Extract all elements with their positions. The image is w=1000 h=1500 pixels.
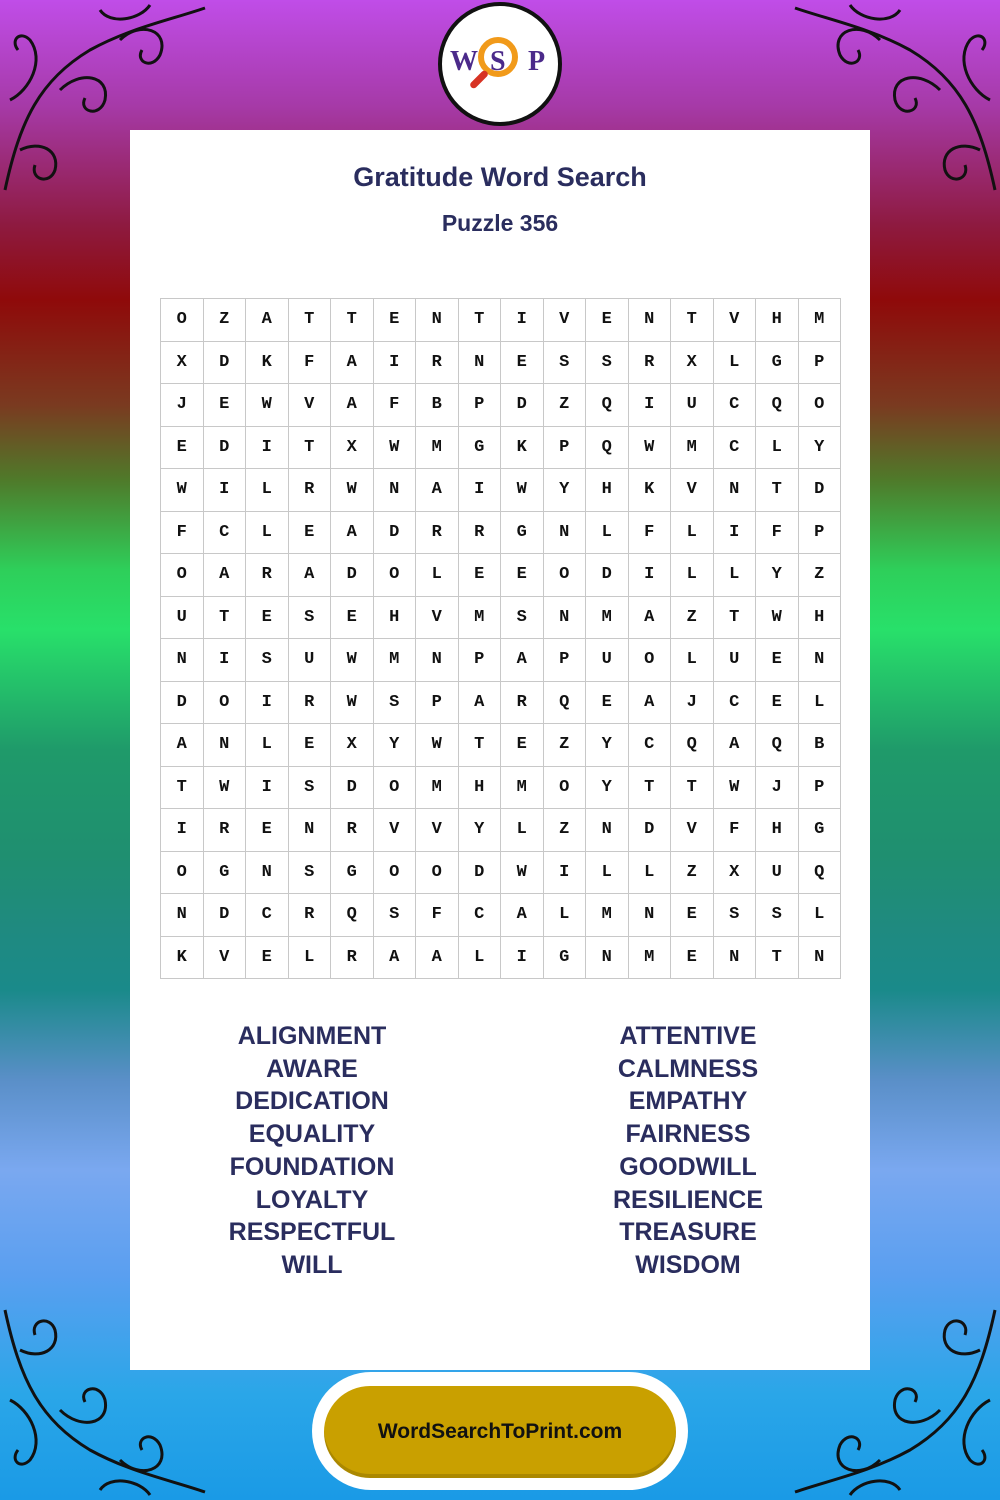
grid-cell[interactable]: N <box>586 809 629 852</box>
word-list-item: AWARE <box>266 1054 358 1083</box>
grid-cell[interactable]: N <box>799 639 842 682</box>
grid-cell[interactable]: N <box>544 597 587 640</box>
grid-cell[interactable]: V <box>544 299 587 342</box>
grid-cell[interactable]: R <box>331 937 374 980</box>
grid-cell[interactable]: L <box>671 639 714 682</box>
grid-cell[interactable]: L <box>544 894 587 937</box>
grid-cell[interactable]: N <box>714 469 757 512</box>
grid-cell[interactable]: M <box>459 597 502 640</box>
grid-cell[interactable]: X <box>331 427 374 470</box>
word-list-item: TREASURE <box>619 1218 757 1247</box>
grid-cell[interactable]: A <box>714 724 757 767</box>
grid-cell[interactable]: P <box>544 639 587 682</box>
grid-cell[interactable]: O <box>374 852 417 895</box>
grid-cell[interactable]: D <box>629 809 672 852</box>
logo-letter-w: W <box>450 46 478 77</box>
grid-cell[interactable]: P <box>799 512 842 555</box>
grid-cell[interactable]: Y <box>756 554 799 597</box>
grid-cell[interactable]: M <box>416 427 459 470</box>
grid-cell[interactable]: L <box>671 554 714 597</box>
grid-cell[interactable]: S <box>246 639 289 682</box>
grid-cell[interactable]: E <box>246 597 289 640</box>
grid-cell[interactable]: Z <box>544 809 587 852</box>
grid-cell[interactable]: U <box>714 639 757 682</box>
grid-cell[interactable]: N <box>246 852 289 895</box>
grid-cell[interactable]: V <box>416 809 459 852</box>
grid-cell[interactable]: F <box>374 384 417 427</box>
grid-cell[interactable]: O <box>161 299 204 342</box>
word-list-item: RESILIENCE <box>612 1185 764 1214</box>
grid-cell[interactable]: D <box>204 894 247 937</box>
grid-cell[interactable]: U <box>756 852 799 895</box>
grid-cell[interactable]: F <box>629 512 672 555</box>
grid-cell[interactable]: T <box>459 299 502 342</box>
grid-cell[interactable]: N <box>161 894 204 937</box>
wsp-logo <box>438 2 562 126</box>
grid-cell[interactable]: E <box>204 384 247 427</box>
grid-cell[interactable]: L <box>799 894 842 937</box>
grid-cell[interactable]: E <box>374 299 417 342</box>
grid-cell[interactable]: I <box>501 937 544 980</box>
grid-cell[interactable]: P <box>459 384 502 427</box>
word-list-item: RESPECTFUL <box>228 1218 396 1247</box>
grid-cell[interactable]: Y <box>586 724 629 767</box>
grid-cell[interactable]: G <box>799 809 842 852</box>
grid-cell[interactable]: Z <box>671 597 714 640</box>
grid-cell[interactable]: W <box>374 427 417 470</box>
grid-cell[interactable]: T <box>756 469 799 512</box>
grid-cell[interactable]: A <box>459 682 502 725</box>
grid-cell[interactable]: O <box>161 554 204 597</box>
word-list-right <box>538 1020 838 1282</box>
grid-cell[interactable]: E <box>501 724 544 767</box>
grid-cell[interactable]: R <box>629 342 672 385</box>
word-list-item: FAIRNESS <box>625 1120 751 1149</box>
grid-cell[interactable]: R <box>459 512 502 555</box>
grid-cell[interactable]: G <box>756 342 799 385</box>
word-list-item: WISDOM <box>635 1250 741 1279</box>
grid-cell[interactable]: M <box>629 937 672 980</box>
grid-cell[interactable]: S <box>586 342 629 385</box>
grid-cell[interactable]: W <box>161 469 204 512</box>
word-list-item: WILL <box>281 1250 343 1279</box>
grid-cell[interactable]: A <box>331 384 374 427</box>
grid-cell[interactable]: I <box>246 767 289 810</box>
grid-cell[interactable]: I <box>161 809 204 852</box>
grid-cell[interactable]: M <box>416 767 459 810</box>
grid-cell[interactable]: C <box>714 384 757 427</box>
grid-cell[interactable]: C <box>246 894 289 937</box>
grid-cell[interactable]: N <box>374 469 417 512</box>
grid-cell[interactable]: Z <box>544 724 587 767</box>
grid-cell[interactable]: R <box>204 809 247 852</box>
grid-cell[interactable]: T <box>161 767 204 810</box>
grid-cell[interactable]: A <box>161 724 204 767</box>
grid-cell[interactable]: K <box>629 469 672 512</box>
grid-cell[interactable]: O <box>799 384 842 427</box>
grid-cell[interactable]: J <box>161 384 204 427</box>
grid-cell[interactable]: L <box>416 554 459 597</box>
grid-cell[interactable]: H <box>756 809 799 852</box>
grid-cell[interactable]: U <box>586 639 629 682</box>
grid-cell[interactable]: T <box>331 299 374 342</box>
grid-cell[interactable]: N <box>629 894 672 937</box>
grid-cell[interactable]: V <box>204 937 247 980</box>
grid-cell[interactable]: N <box>799 937 842 980</box>
grid-cell[interactable]: S <box>374 682 417 725</box>
grid-cell[interactable]: M <box>501 767 544 810</box>
grid-cell[interactable]: C <box>714 682 757 725</box>
word-list-item: CALMNESS <box>617 1054 759 1083</box>
grid-cell[interactable]: A <box>246 299 289 342</box>
grid-cell[interactable]: Q <box>586 384 629 427</box>
grid-cell[interactable]: Y <box>374 724 417 767</box>
word-list-item: ATTENTIVE <box>619 1022 757 1050</box>
grid-cell[interactable]: F <box>289 342 332 385</box>
grid-cell[interactable]: H <box>756 299 799 342</box>
grid-cell[interactable]: H <box>586 469 629 512</box>
word-list-item: LOYALTY <box>255 1185 369 1214</box>
grid-cell[interactable]: O <box>374 554 417 597</box>
grid-cell[interactable]: T <box>289 427 332 470</box>
grid-cell[interactable]: E <box>289 512 332 555</box>
grid-cell[interactable]: L <box>246 512 289 555</box>
grid-cell[interactable]: L <box>289 937 332 980</box>
grid-cell[interactable]: G <box>331 852 374 895</box>
grid-cell[interactable]: W <box>204 767 247 810</box>
grid-cell[interactable]: I <box>714 512 757 555</box>
grid-cell[interactable]: Y <box>544 469 587 512</box>
grid-cell[interactable]: N <box>544 512 587 555</box>
grid-cell[interactable]: U <box>671 384 714 427</box>
grid-cell[interactable]: Z <box>671 852 714 895</box>
grid-cell[interactable]: E <box>671 937 714 980</box>
grid-cell[interactable]: E <box>586 682 629 725</box>
grid-cell[interactable]: X <box>331 724 374 767</box>
grid-cell[interactable]: I <box>246 427 289 470</box>
grid-cell[interactable]: M <box>586 894 629 937</box>
grid-cell[interactable]: W <box>714 767 757 810</box>
grid-cell[interactable]: I <box>459 469 502 512</box>
grid-cell[interactable]: X <box>714 852 757 895</box>
website-label[interactable]: WordSearchToPrint.com <box>324 1386 676 1478</box>
grid-cell[interactable]: N <box>416 299 459 342</box>
grid-cell[interactable]: N <box>204 724 247 767</box>
grid-cell[interactable]: T <box>756 937 799 980</box>
word-list-item: DEDICATION <box>235 1087 389 1116</box>
grid-cell[interactable]: I <box>374 342 417 385</box>
grid-cell[interactable]: D <box>204 342 247 385</box>
grid-cell[interactable]: L <box>246 469 289 512</box>
grid-cell[interactable]: G <box>544 937 587 980</box>
grid-cell[interactable]: A <box>331 512 374 555</box>
grid-cell[interactable]: I <box>629 554 672 597</box>
grid-cell[interactable]: O <box>204 682 247 725</box>
grid-cell[interactable]: T <box>204 597 247 640</box>
grid-cell[interactable]: G <box>459 427 502 470</box>
grid-cell[interactable]: K <box>161 937 204 980</box>
grid-cell[interactable]: A <box>629 597 672 640</box>
grid-cell[interactable]: R <box>289 894 332 937</box>
grid-cell[interactable]: F <box>416 894 459 937</box>
grid-cell[interactable]: P <box>544 427 587 470</box>
grid-cell[interactable]: N <box>289 809 332 852</box>
grid-cell[interactable]: I <box>204 639 247 682</box>
word-list-item: EQUALITY <box>248 1120 376 1149</box>
grid-cell[interactable]: G <box>501 512 544 555</box>
grid-cell[interactable]: A <box>501 639 544 682</box>
grid-cell[interactable]: E <box>756 682 799 725</box>
grid-cell[interactable]: L <box>459 937 502 980</box>
grid-cell[interactable]: A <box>289 554 332 597</box>
website-button[interactable] <box>312 1372 688 1490</box>
grid-cell[interactable]: E <box>459 554 502 597</box>
logo-letter-p: P <box>528 46 546 77</box>
grid-cell[interactable]: S <box>756 894 799 937</box>
grid-cell[interactable]: L <box>629 852 672 895</box>
grid-cell[interactable]: U <box>161 597 204 640</box>
grid-cell[interactable]: B <box>799 724 842 767</box>
grid-cell[interactable]: O <box>161 852 204 895</box>
grid-cell[interactable]: I <box>246 682 289 725</box>
grid-cell[interactable]: S <box>501 597 544 640</box>
grid-cell[interactable]: O <box>629 639 672 682</box>
grid-cell[interactable]: Q <box>331 894 374 937</box>
grid-cell[interactable]: W <box>501 469 544 512</box>
grid-cell[interactable]: V <box>374 809 417 852</box>
grid-cell[interactable]: Z <box>799 554 842 597</box>
grid-cell[interactable]: O <box>544 554 587 597</box>
grid-cell[interactable]: I <box>204 469 247 512</box>
grid-cell[interactable]: R <box>416 342 459 385</box>
grid-cell[interactable]: S <box>544 342 587 385</box>
grid-cell[interactable]: C <box>459 894 502 937</box>
grid-cell[interactable]: C <box>204 512 247 555</box>
grid-cell[interactable]: M <box>799 299 842 342</box>
grid-cell[interactable]: W <box>246 384 289 427</box>
grid-cell[interactable]: V <box>671 469 714 512</box>
grid-cell[interactable]: J <box>671 682 714 725</box>
grid-cell[interactable]: E <box>501 342 544 385</box>
grid-cell[interactable]: L <box>501 809 544 852</box>
grid-cell[interactable]: R <box>289 469 332 512</box>
grid-cell[interactable]: Q <box>756 384 799 427</box>
grid-cell[interactable]: R <box>501 682 544 725</box>
grid-cell[interactable]: H <box>799 597 842 640</box>
grid-cell[interactable]: T <box>671 299 714 342</box>
grid-cell[interactable]: P <box>799 342 842 385</box>
word-list-item: EMPATHY <box>628 1087 748 1116</box>
grid-cell[interactable]: L <box>671 512 714 555</box>
grid-cell[interactable]: V <box>714 299 757 342</box>
grid-cell[interactable]: V <box>289 384 332 427</box>
grid-cell[interactable]: U <box>289 639 332 682</box>
grid-cell[interactable]: Q <box>544 682 587 725</box>
grid-cell[interactable]: S <box>289 767 332 810</box>
grid-cell[interactable]: C <box>714 427 757 470</box>
puzzle-number: Puzzle 356 <box>441 210 559 236</box>
grid-cell[interactable]: R <box>289 682 332 725</box>
grid-cell[interactable]: L <box>586 512 629 555</box>
grid-cell[interactable]: A <box>204 554 247 597</box>
grid-cell[interactable]: Q <box>799 852 842 895</box>
grid-cell[interactable]: N <box>459 342 502 385</box>
grid-cell[interactable]: E <box>246 937 289 980</box>
grid-cell[interactable]: D <box>459 852 502 895</box>
grid-cell[interactable]: T <box>671 767 714 810</box>
grid-cell[interactable]: B <box>416 384 459 427</box>
grid-cell[interactable]: D <box>204 427 247 470</box>
grid-cell[interactable]: N <box>161 639 204 682</box>
grid-cell[interactable]: W <box>501 852 544 895</box>
letter-grid <box>160 298 841 979</box>
word-list-item: ALIGNMENT <box>237 1022 387 1050</box>
grid-cell[interactable]: E <box>671 894 714 937</box>
grid-cell[interactable]: A <box>331 342 374 385</box>
grid-cell[interactable]: G <box>204 852 247 895</box>
word-list-item: FOUNDATION <box>229 1152 395 1181</box>
grid-cell[interactable]: V <box>416 597 459 640</box>
word-list-item: GOODWILL <box>619 1152 757 1181</box>
grid-cell[interactable]: R <box>246 554 289 597</box>
grid-cell[interactable]: Y <box>459 809 502 852</box>
grid-cell[interactable]: E <box>756 639 799 682</box>
grid-cell[interactable]: I <box>544 852 587 895</box>
grid-cell[interactable]: D <box>161 682 204 725</box>
grid-cell[interactable]: A <box>416 937 459 980</box>
grid-cell[interactable]: M <box>586 597 629 640</box>
grid-cell[interactable]: N <box>586 937 629 980</box>
grid-cell[interactable]: F <box>756 512 799 555</box>
grid-cell[interactable]: N <box>416 639 459 682</box>
grid-cell[interactable]: R <box>331 809 374 852</box>
grid-cell[interactable]: N <box>714 937 757 980</box>
grid-cell[interactable]: E <box>289 724 332 767</box>
grid-cell[interactable]: L <box>714 554 757 597</box>
grid-cell[interactable]: Y <box>586 767 629 810</box>
grid-cell[interactable]: I <box>629 384 672 427</box>
grid-cell[interactable]: P <box>459 639 502 682</box>
grid-cell[interactable]: Z <box>204 299 247 342</box>
grid-cell[interactable]: D <box>331 767 374 810</box>
grid-cell[interactable]: F <box>161 512 204 555</box>
word-list-left <box>162 1020 462 1282</box>
grid-cell[interactable]: P <box>416 682 459 725</box>
logo-mark <box>450 34 550 94</box>
grid-cell[interactable]: O <box>416 852 459 895</box>
grid-cell[interactable]: X <box>161 342 204 385</box>
grid-cell[interactable]: A <box>374 937 417 980</box>
grid-cell[interactable]: M <box>374 639 417 682</box>
grid-cell[interactable]: N <box>629 299 672 342</box>
grid-cell[interactable]: Q <box>756 724 799 767</box>
grid-cell[interactable]: S <box>374 894 417 937</box>
grid-cell[interactable]: E <box>501 554 544 597</box>
grid-cell[interactable]: P <box>799 767 842 810</box>
grid-cell[interactable]: S <box>289 597 332 640</box>
grid-cell[interactable]: T <box>714 597 757 640</box>
grid-cell[interactable]: A <box>416 469 459 512</box>
grid-cell[interactable]: Y <box>799 427 842 470</box>
grid-cell[interactable]: W <box>629 427 672 470</box>
grid-cell[interactable]: T <box>289 299 332 342</box>
puzzle-title: Gratitude Word Search <box>353 162 647 192</box>
grid-cell[interactable]: S <box>714 894 757 937</box>
grid-cell[interactable]: D <box>374 512 417 555</box>
grid-cell[interactable]: I <box>501 299 544 342</box>
grid-cell[interactable]: L <box>246 724 289 767</box>
grid-cell[interactable]: H <box>459 767 502 810</box>
grid-cell[interactable]: W <box>331 469 374 512</box>
grid-cell[interactable]: Q <box>586 427 629 470</box>
puzzle-panel <box>130 130 870 1370</box>
grid-cell[interactable]: K <box>501 427 544 470</box>
grid-cell[interactable]: Q <box>671 724 714 767</box>
grid-cell[interactable]: E <box>161 427 204 470</box>
grid-cell[interactable]: M <box>671 427 714 470</box>
grid-cell[interactable]: L <box>799 682 842 725</box>
grid-cell[interactable]: V <box>671 809 714 852</box>
grid-cell[interactable]: O <box>544 767 587 810</box>
logo-letter-s: S <box>490 46 506 77</box>
grid-cell[interactable]: W <box>756 597 799 640</box>
grid-cell[interactable]: C <box>629 724 672 767</box>
grid-cell[interactable]: D <box>331 554 374 597</box>
grid-cell[interactable]: W <box>331 639 374 682</box>
grid-cell[interactable]: H <box>374 597 417 640</box>
grid-cell[interactable]: W <box>331 682 374 725</box>
grid-cell[interactable]: L <box>586 852 629 895</box>
grid-cell[interactable]: E <box>246 809 289 852</box>
grid-cell[interactable]: E <box>586 299 629 342</box>
grid-cell[interactable]: O <box>374 767 417 810</box>
grid-cell[interactable]: K <box>246 342 289 385</box>
grid-cell[interactable]: X <box>671 342 714 385</box>
grid-cell[interactable]: L <box>714 342 757 385</box>
grid-cell[interactable]: A <box>501 894 544 937</box>
grid-cell[interactable]: E <box>331 597 374 640</box>
grid-cell[interactable]: F <box>714 809 757 852</box>
grid-cell[interactable]: A <box>629 682 672 725</box>
grid-cell[interactable]: D <box>501 384 544 427</box>
grid-cell[interactable]: L <box>756 427 799 470</box>
grid-cell[interactable]: J <box>756 767 799 810</box>
grid-cell[interactable]: D <box>586 554 629 597</box>
grid-cell[interactable]: D <box>799 469 842 512</box>
grid-cell[interactable]: Z <box>544 384 587 427</box>
grid-cell[interactable]: S <box>289 852 332 895</box>
grid-cell[interactable]: T <box>629 767 672 810</box>
grid-cell[interactable]: T <box>459 724 502 767</box>
grid-cell[interactable]: W <box>416 724 459 767</box>
grid-cell[interactable]: R <box>416 512 459 555</box>
